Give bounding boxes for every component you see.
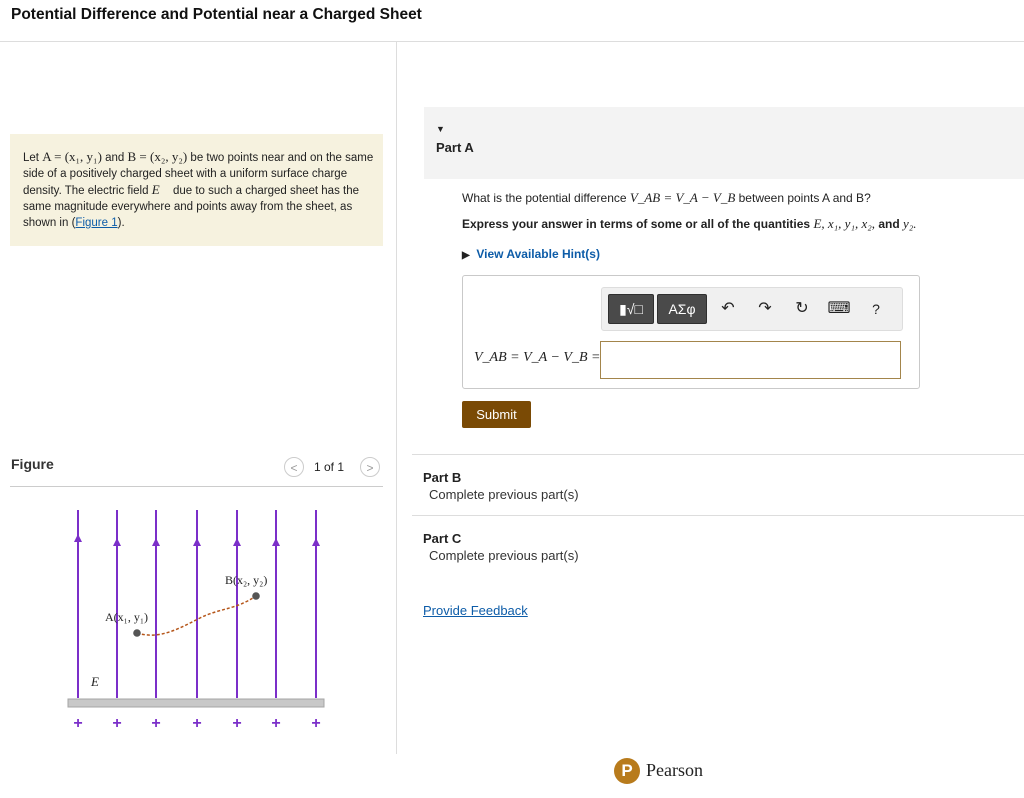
instruction-text: Express your answer in terms of some or all of the quantities: [462, 217, 814, 231]
question-math: V_AB = V_A − V_B: [629, 190, 736, 205]
plus-sign: +: [192, 715, 202, 732]
field-lines: [74, 510, 320, 698]
part-b-divider: [412, 454, 1024, 455]
intro-text-end: ).: [117, 217, 125, 229]
question-text-end: between points A and B?: [735, 191, 871, 205]
page-title: Potential Difference and Potential near a Charged Sheet: [11, 6, 422, 23]
point-a-definition: A = (x₁, y₁): [42, 149, 102, 164]
figure-divider: [10, 486, 383, 487]
reset-icon[interactable]: ↻: [795, 300, 809, 317]
redo-icon[interactable]: ↷: [758, 300, 772, 317]
view-hints-link[interactable]: [462, 247, 600, 261]
instruction-math-last: y₂.: [903, 216, 917, 231]
charged-sheet-figure: [60, 500, 340, 740]
plus-sign: +: [151, 715, 161, 732]
plus-sign: +: [73, 715, 83, 732]
plus-sign: +: [271, 715, 281, 732]
part-c-label: Part C: [423, 531, 462, 546]
field-arrow: [74, 534, 82, 542]
help-icon[interactable]: ?: [872, 301, 880, 317]
undo-icon[interactable]: ↶: [721, 300, 735, 317]
intro-text-1: Let: [23, 152, 43, 164]
answer-equation-label: V_AB = V_A − V_B =: [474, 350, 601, 365]
pearson-brand: Pearson: [646, 760, 703, 780]
plus-sign: +: [232, 715, 242, 732]
problem-intro-text: [23, 149, 375, 231]
plus-sign: +: [112, 715, 122, 732]
field-symbol: E⃗: [151, 182, 170, 197]
collapse-triangle-icon[interactable]: ▼: [436, 124, 445, 134]
column-divider: [396, 42, 397, 754]
point-a-label: A(x₁, y₁): [105, 610, 149, 624]
pearson-logo-icon: P: [614, 758, 640, 784]
field-arrow: [193, 538, 201, 546]
field-arrow: [312, 538, 320, 546]
intro-text-3: due to such a charged sheet has the same magnitude everywhere and points away from the sheet, as shown in (: [23, 185, 360, 229]
templates-button[interactable]: ▮√□: [608, 294, 654, 324]
answer-input[interactable]: [600, 341, 901, 379]
part-b-label: Part B: [423, 470, 462, 485]
point-b-definition: B = (x₂, y₂): [127, 149, 188, 164]
part-c-divider: [412, 515, 1024, 516]
problem-intro: [10, 134, 383, 246]
header-divider: [0, 41, 1024, 42]
field-arrow: [113, 538, 121, 546]
part-b-status: Complete previous part(s): [429, 487, 579, 502]
point-b-label: B(x₂, y₂): [225, 573, 268, 587]
field-vector-label: E⃗: [91, 674, 110, 689]
intro-text-and: and: [101, 152, 128, 164]
part-a-header[interactable]: [424, 107, 1024, 179]
field-arrow: [233, 538, 241, 546]
field-arrow: [272, 538, 280, 546]
part-a-instruction: [462, 216, 917, 232]
figure-prev-button[interactable]: <: [284, 457, 304, 477]
math-toolbar: [601, 287, 903, 331]
caret-right-icon: ▶: [462, 250, 470, 261]
keyboard-icon[interactable]: ⌨: [827, 300, 851, 317]
instruction-and: and: [875, 217, 904, 231]
point-b: [252, 592, 260, 600]
figure-pager-text: 1 of 1: [314, 460, 345, 474]
field-arrow: [152, 538, 160, 546]
plus-sign: +: [311, 715, 321, 732]
question-text: What is the potential difference: [462, 191, 630, 205]
figure-next-button[interactable]: >: [360, 457, 380, 477]
part-a-label: Part A: [436, 140, 474, 155]
submit-button[interactable]: Submit: [462, 401, 531, 428]
view-hints-label: View Available Hint(s): [476, 247, 600, 261]
instruction-math: E, x₁, y₁, x₂,: [813, 216, 875, 231]
plus-signs: [73, 715, 320, 732]
provide-feedback-link[interactable]: Provide Feedback: [423, 603, 528, 618]
charged-sheet: [68, 699, 324, 707]
symbols-button[interactable]: ΑΣφ: [657, 294, 707, 324]
intro-text-2: be two points near and on the same side of a positively charged sheet with a uniform surface charge density. The electric field: [23, 152, 374, 197]
figure-link[interactable]: Figure 1: [75, 217, 118, 229]
point-a: [133, 629, 141, 637]
figure-heading: Figure: [11, 456, 54, 472]
part-a-question: [462, 190, 871, 206]
part-c-status: Complete previous part(s): [429, 548, 579, 563]
